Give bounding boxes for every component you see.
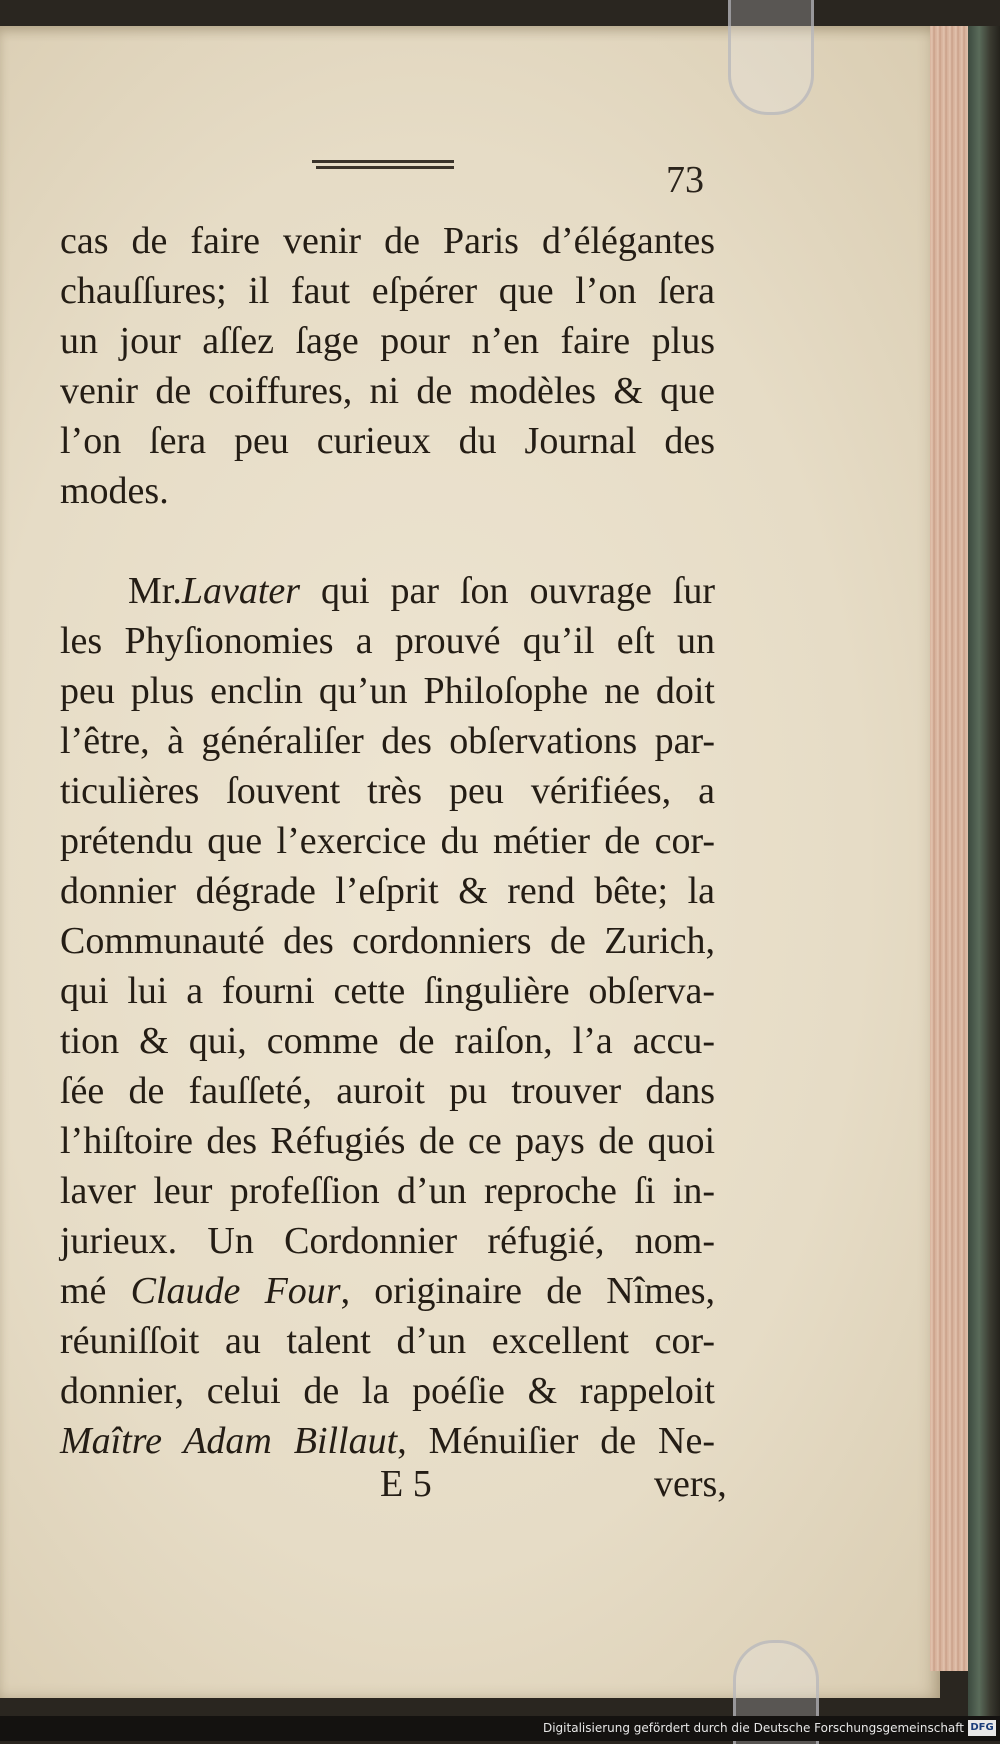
text-line: prétendu que l’exercice du métier de cor- <box>60 820 715 862</box>
author-name: Lavater <box>181 570 301 612</box>
page-edges <box>930 26 972 1671</box>
body-text <box>60 216 715 1466</box>
digitization-credit-bar <box>0 1716 1000 1741</box>
text-line: ſée de fauſſeté, auroit pu trouver dans <box>60 1070 715 1112</box>
dfg-logo: DFG <box>968 1720 996 1736</box>
text-line: ticulières ſouvent très peu vérifiées, a <box>60 770 715 812</box>
text-line: modes. <box>60 470 169 512</box>
text-line: l’on ſera peu curieux du Journal des <box>60 420 715 462</box>
text-line: jurieux. Un Cordonnier réfugié, nom- <box>60 1220 715 1262</box>
text-line: Maître Adam Billaut, Ménuiſier de Ne- <box>60 1420 715 1462</box>
text-line: Communauté des cordonniers de Zurich, <box>60 920 715 962</box>
text-line: donnier dégrade l’eſprit & rend bête; la <box>60 870 715 912</box>
text-line: venir de coiffures, ni de modèles & que <box>60 370 715 412</box>
text-line: laver leur profeſſion d’un reproche ſi in- <box>60 1170 715 1212</box>
person-name: Maître Adam Billaut <box>60 1420 398 1462</box>
text-line: Mr.Lavater qui par ſon ouvrage ſur <box>128 570 715 612</box>
person-name: Claude Four <box>130 1270 341 1312</box>
text-line: l’être, à généraliſer des obſervations par- <box>60 720 715 762</box>
text-line: peu plus enclin qu’un Philoſophe ne doit <box>60 670 715 712</box>
text-line: cas de faire venir de Paris d’élégantes <box>60 220 715 262</box>
text-line: un jour aſſez ſage pour n’en faire plus <box>60 320 715 362</box>
text-line: mé Claude Four, originaire de Nîmes, <box>60 1270 715 1312</box>
book-cover-edge <box>968 26 1000 1716</box>
text-line: donnier, celui de la poéſie & rappeloit <box>60 1370 715 1412</box>
page-number: 73 <box>666 159 704 201</box>
text-line: qui lui a fourni cette ſingulière obſerva- <box>60 970 715 1012</box>
signature-mark: E 5 <box>380 1463 432 1505</box>
catchword: vers, <box>654 1463 727 1505</box>
header-ornament <box>312 160 454 170</box>
credit-text: Digitalisierung gefördert durch die Deutsche Forschungsgemeinschaft <box>542 1721 964 1735</box>
text-line: les Phyſionomies a prouvé qu’il eſt un <box>60 620 715 662</box>
text-line: tion & qui, comme de raiſon, l’a accu- <box>60 1020 715 1062</box>
text-line: réuniſſoit au talent d’un excellent cor- <box>60 1320 715 1362</box>
page-clip-top <box>728 0 814 115</box>
text-line: l’hiſtoire des Réfugiés de ce pays de quoi <box>60 1120 715 1162</box>
text-line: chauſſures; il faut eſpérer que l’on ſera <box>60 270 715 312</box>
